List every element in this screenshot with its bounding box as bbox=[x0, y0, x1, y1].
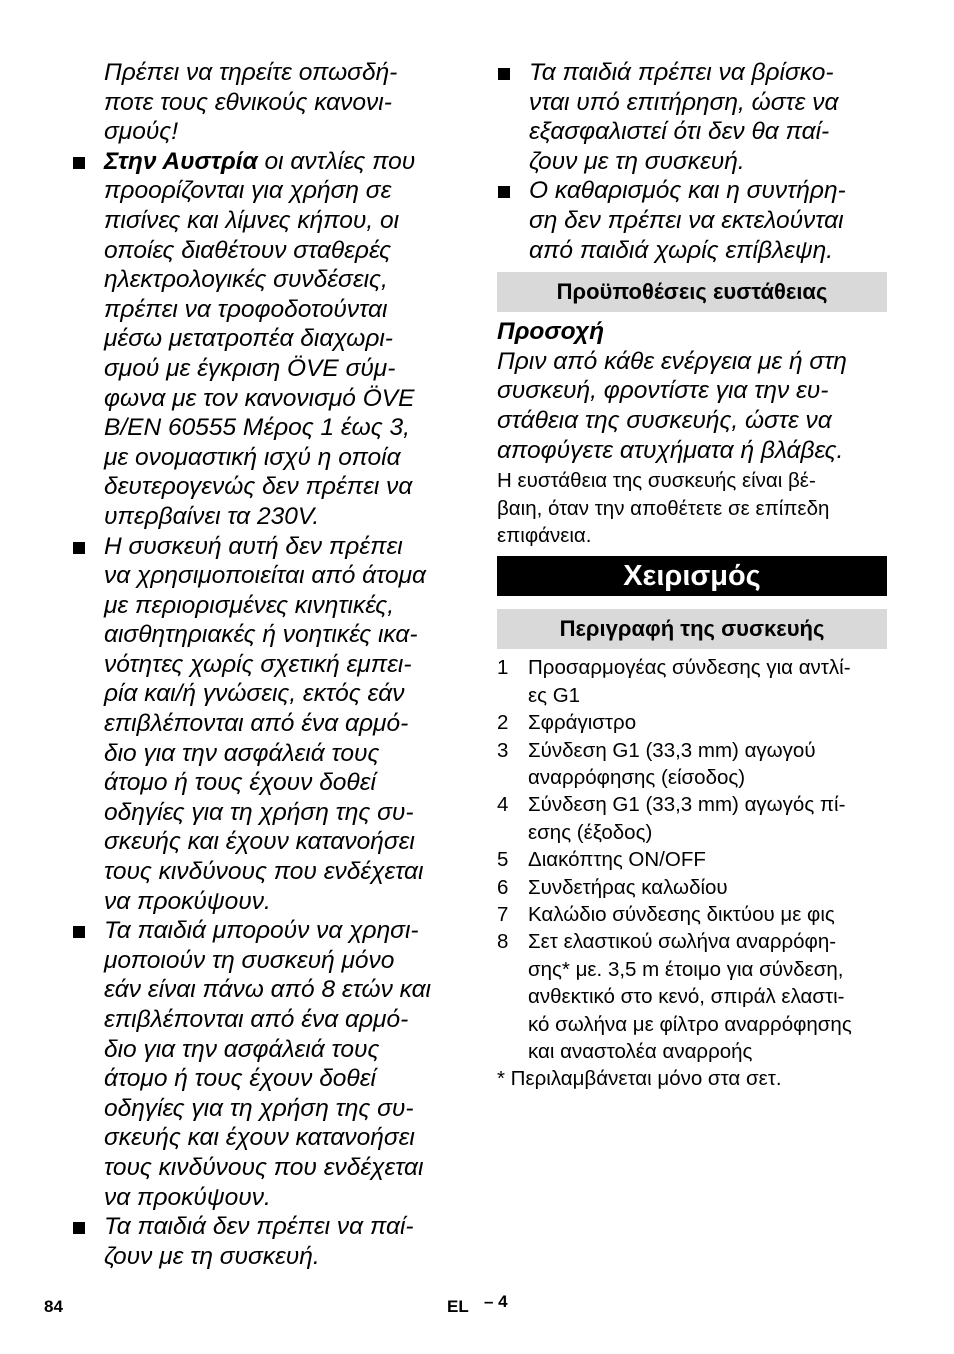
list-item bbox=[497, 928, 887, 1065]
bullet-square-icon bbox=[498, 68, 510, 80]
text-line: οδηγίες για τη χρήση της συ- bbox=[104, 798, 414, 826]
item-number: 5 bbox=[497, 848, 509, 872]
text-line: ανθεκτικό στο κενό, σπιράλ ελαστι- bbox=[528, 985, 845, 1009]
text-line: εξασφαλιστεί ότι δεν θα παί- bbox=[529, 118, 830, 146]
text-line: ση δεν πρέπει να εκτελούνται bbox=[529, 206, 844, 234]
text-line: τους κινδύνους που ενδέχεται bbox=[104, 858, 424, 886]
operation-heading: Χειρισμός bbox=[497, 556, 887, 596]
bullet-cleaning bbox=[497, 176, 887, 265]
bullet-square-icon bbox=[498, 186, 510, 198]
text-line: νότητες χωρίς σχετική εμπει- bbox=[104, 650, 412, 678]
text-line: Τα παιδιά δεν πρέπει να παί- bbox=[104, 1213, 414, 1241]
austria-label: Στην Αυστρία bbox=[104, 147, 258, 175]
text-line: Προσαρμογέας σύνδεσης για αντλί- bbox=[528, 656, 851, 680]
text-line: Διακόπτης ON/OFF bbox=[528, 848, 706, 872]
text-line: μοποιούν τη συσκευή μόνο bbox=[104, 946, 395, 974]
text-line: οδηγίες για τη χρήση της συ- bbox=[104, 1094, 414, 1122]
section-page-number: – 4 bbox=[484, 1292, 508, 1311]
text-line: αποφύγετε ατυχήματα ή βλάβες. bbox=[497, 436, 844, 464]
text-line: Η ευστάθεια της συσκευής είναι βέ- bbox=[497, 469, 816, 493]
item-number: 7 bbox=[497, 903, 509, 926]
text-line: δευτερογενώς δεν πρέπει να bbox=[104, 473, 413, 501]
text-line: ζουν με τη συσκευή. bbox=[104, 1242, 320, 1270]
text-line: τους κινδύνους που ενδέχεται bbox=[104, 1153, 424, 1181]
text-line: Καλώδιο σύνδεσης δικτύου με φις bbox=[528, 903, 835, 926]
stability-heading: Προϋποθέσεις ευστάθειας bbox=[497, 272, 887, 312]
text-line: προορίζονται για χρήση σε bbox=[104, 177, 392, 205]
text-line: από παιδιά χωρίς επίβλεψη. bbox=[529, 236, 834, 264]
right-column bbox=[497, 58, 887, 1093]
text-line: με περιορισμένες κινητικές, bbox=[104, 591, 395, 619]
text-line: Συνδετήρας καλωδίου bbox=[528, 875, 728, 899]
text-line: Πριν από κάθε ενέργεια με ή στη bbox=[497, 347, 847, 375]
text-line: Η συσκευή αυτή δεν πρέπει bbox=[104, 532, 403, 560]
bullet-no-play bbox=[72, 1212, 462, 1271]
text-line: Ο καθαρισμός και η συντήρη- bbox=[529, 177, 846, 205]
text-line: σμούς! bbox=[104, 118, 179, 146]
item-number: 1 bbox=[497, 656, 509, 680]
bullet-austria bbox=[72, 147, 462, 532]
text-line: οποίες διαθέτουν σταθερές bbox=[104, 236, 391, 264]
left-column bbox=[72, 58, 462, 1271]
parts-list bbox=[497, 654, 887, 1065]
national-rules-note bbox=[72, 58, 462, 147]
item-number: 4 bbox=[497, 793, 509, 817]
text-line: με ονομαστική ισχύ η οποία bbox=[104, 443, 401, 471]
text-line: να προκύψουν. bbox=[104, 1183, 271, 1211]
caution-label: Προσοχή bbox=[497, 318, 605, 346]
caution-text bbox=[497, 347, 887, 465]
text-line: νται υπό επιτήρηση, ώστε να bbox=[529, 88, 839, 116]
text-line: και αναστολέα αναρροής bbox=[528, 1040, 753, 1064]
page-number: 84 bbox=[44, 1297, 63, 1316]
text-line: εσης (έξοδος) bbox=[528, 820, 653, 844]
text-line: να προκύψουν. bbox=[104, 887, 271, 915]
text-line: B/EN 60555 Μέρος 1 έως 3, bbox=[104, 414, 410, 442]
text-line: επιβλέπονται από ένα αρμό- bbox=[104, 1006, 409, 1033]
text-line: Τα παιδιά πρέπει να βρίσκο- bbox=[529, 59, 834, 86]
list-item bbox=[497, 791, 887, 846]
bullet-square-icon bbox=[73, 157, 85, 169]
text-line: σμού με έγκριση ÖVE σύμ- bbox=[104, 354, 396, 382]
text-line: εάν είναι πάνω από 8 ετών και bbox=[104, 976, 431, 1004]
text-line: Τα παιδιά μπορούν να χρησι- bbox=[104, 917, 419, 945]
text-line: Πρέπει να τηρείτε οπωσδή- bbox=[104, 59, 398, 86]
text-line: υπερβαίνει τα 230V. bbox=[104, 502, 320, 530]
text-line: επιβλέπονται από ένα αρμό- bbox=[104, 710, 409, 738]
text-line: σης* με. 3,5 m έτοιμο για σύνδεση, bbox=[528, 957, 844, 981]
text-line: Σύνδεση G1 (33,3 mm) αγωγός πί- bbox=[528, 793, 846, 817]
text-line: βαιη, όταν την αποθέτετε σε επίπεδη bbox=[497, 496, 830, 520]
text-line: διο για την ασφάλειά τους bbox=[104, 739, 380, 767]
text-line: άτομο ή τους έχουν δοθεί bbox=[104, 1065, 376, 1093]
text-line: αισθητηριακές ή νοητικές ικα- bbox=[104, 621, 418, 649]
text-line: αναρρόφησης (είσοδος) bbox=[528, 765, 746, 789]
text-line: σκευής και έχουν κατανοήσει bbox=[104, 828, 415, 856]
text-line: να χρησιμοποιείται από άτομα bbox=[104, 562, 426, 590]
text-line: Σύνδεση G1 (33,3 mm) αγωγού bbox=[528, 738, 816, 762]
text-line: φωνα με τον κανονισμό ÖVE bbox=[104, 384, 415, 412]
text-line: ποτε τους εθνικούς κανονι- bbox=[104, 88, 392, 116]
list-item bbox=[497, 874, 887, 901]
text-line: σκευής και έχουν κατανοήσει bbox=[104, 1124, 415, 1152]
bullet-square-icon bbox=[73, 542, 85, 554]
text-line: ρία και/ή γνώσεις, εκτός εάν bbox=[104, 680, 405, 708]
text-line: οι αντλίες που bbox=[257, 147, 416, 175]
list-item bbox=[497, 654, 887, 709]
list-item bbox=[497, 737, 887, 792]
bullet-reduced-capabilities bbox=[72, 532, 462, 917]
text-line: άτομο ή τους έχουν δοθεί bbox=[104, 769, 376, 797]
text-line: πισίνες και λίμνες κήπου, οι bbox=[104, 206, 400, 234]
item-number: 2 bbox=[497, 711, 509, 735]
text-line: ηλεκτρολογικές συνδέσεις, bbox=[104, 266, 388, 294]
text-line: στάθεια της συσκευής, ώστε να bbox=[497, 406, 832, 434]
item-number: 3 bbox=[497, 738, 509, 762]
bullet-square-icon bbox=[73, 926, 85, 938]
text-line: συσκευή, φροντίστε για την ευ- bbox=[497, 377, 829, 405]
text-line: επιφάνεια. bbox=[497, 523, 592, 547]
item-number: 6 bbox=[497, 875, 509, 899]
list-item bbox=[497, 709, 887, 736]
text-line: πρέπει να τροφοδοτούνται bbox=[104, 295, 388, 323]
stability-text bbox=[497, 467, 887, 549]
text-line: μέσω μετατροπέα διαχωρι- bbox=[104, 325, 393, 353]
list-item bbox=[497, 846, 887, 873]
bullet-square-icon bbox=[73, 1222, 85, 1234]
text-line: ζουν με τη συσκευή. bbox=[529, 147, 745, 175]
text-line: Σφράγιστρο bbox=[528, 711, 637, 735]
language-code: EL bbox=[447, 1297, 469, 1316]
bullet-children-over-8 bbox=[72, 916, 462, 1212]
text-line: κό σωλήνα με φίλτρο αναρρόφησης bbox=[528, 1012, 852, 1036]
description-heading: Περιγραφή της συσκευής bbox=[497, 609, 887, 649]
item-number: 8 bbox=[497, 930, 509, 954]
footnote: * Περιλαμβάνεται μόνο στα σετ. bbox=[497, 1067, 782, 1091]
text-line: ες G1 bbox=[528, 683, 581, 707]
caution-block bbox=[497, 317, 887, 465]
text-line: διο για την ασφάλειά τους bbox=[104, 1035, 380, 1063]
list-item bbox=[497, 901, 887, 928]
text-line: Σετ ελαστικού σωλήνα αναρρόφη- bbox=[528, 930, 837, 954]
bullet-supervision bbox=[497, 58, 887, 176]
